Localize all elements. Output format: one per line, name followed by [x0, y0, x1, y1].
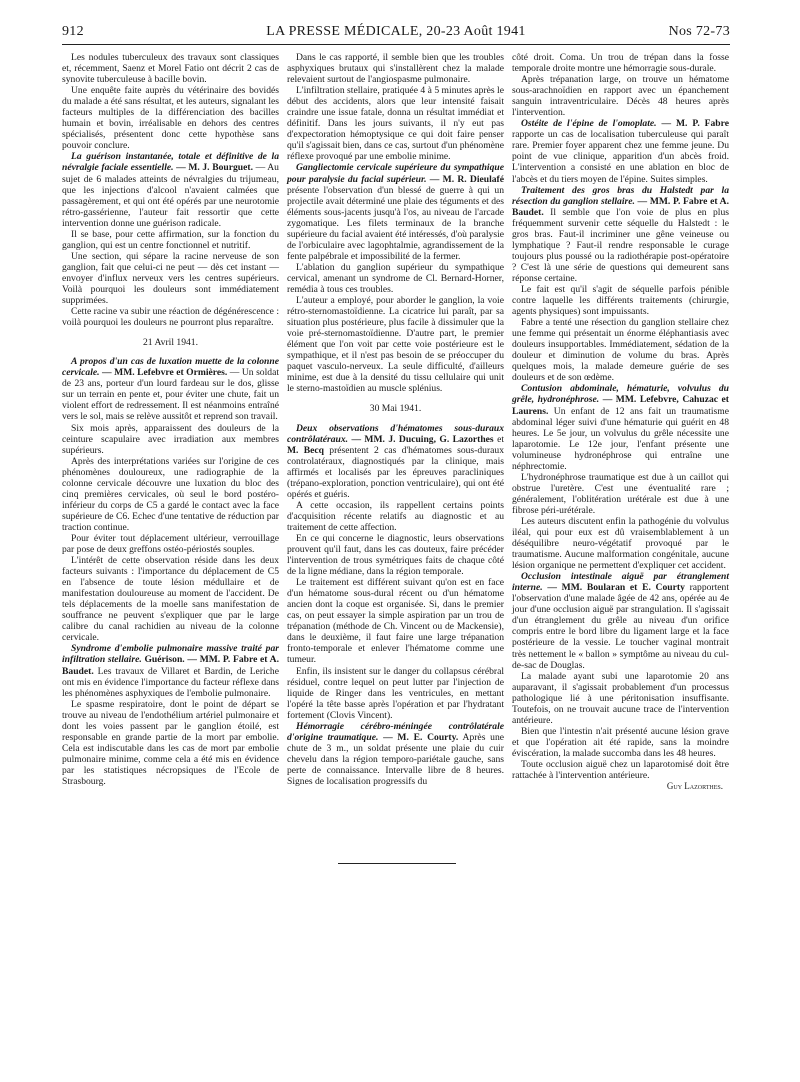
section-text: Un enfant de 12 ans fait un traumatisme abdominal léger suivi d'une hématurie qui guérit en 48 heures. Le 5e jour, un volvulus du grêle nécessite une laparotomie. Le 12e jour, l'enfant présente une volumineuse hydronéphrose qui entraîne une néphrectomie.	[512, 405, 729, 472]
session-date: 21 Avril 1941.	[143, 337, 198, 349]
section-text: Les travaux de Villaret et Bardin, de Leriche ont mis en évidence l'importance du facteur réflexe dans les phénomènes asphyxiques de l'embolie pulmonaire.	[62, 665, 279, 699]
paragraph: Il se base, pour cette affirmation, sur la fonction du ganglion, qui est un centre fonctionnel et nutritif.	[62, 228, 279, 251]
section-entry: Traitement des gros bras du Halstedt par la résection du ganglion stellaire. — MM. P. Fabre et A. Baudet. Il semble que l'on voie de plus en plus fréquemment survenir cette séquelle du Halstedt : le gros bras. Faut-il incriminer une gêne veineuse ou lymphatique ? Faut-il rendre responsable le curage toujours plus poussé ou la radiothérapie post-opératoire ? C'est là une série de questions qui demeurent sans réponse certaine.	[512, 184, 729, 284]
masthead: LA PRESSE MÉDICALE, 20-23 Août 1941	[266, 24, 526, 39]
section-title: Syndrome d'embolie pulmonaire massive traité par infiltration stellaire.	[62, 643, 279, 666]
session-date: 30 Mai 1941.	[369, 403, 422, 415]
section-author: R. Dieulafé	[457, 173, 504, 185]
section-title: Traitement des gros bras du Halstedt par la résection du ganglion stellaire.	[512, 184, 729, 207]
paragraph: côté droit. Coma. Un trou de trépan dans la fosse temporale droite montre une hémorragie sous-durale.	[512, 52, 729, 75]
section-author: Lefebvre et Ormières.	[137, 367, 228, 379]
section-title: Deux observations d'hématomes sous-duraux contrôlatéraux.	[287, 422, 504, 445]
paragraph: Une section, qui sépare la racine nerveuse de son ganglion, fait que celui-ci ne peut — dès cet instant — envoyer d'influx nerveux vers les centres supérieurs. Voilà pourquoi les douleurs sont immédiatement supprimées.	[62, 250, 279, 307]
section-author: M. Becq	[287, 444, 324, 456]
section-text: rapportent l'observation d'une malade âgée de 42 ans, opérée au 4e jour d'une occlusion aiguë par strangulation. Il s'agissait d'un étranglement du grêle au niveau d'un orifice compris entre le bord libre du ligament large et la face postérieure de la vessie. Le toucher vaginal montrait très nettement le « ballon » symptôme au niveau du cul-de-sac de Douglas.	[512, 582, 729, 671]
section-title: Gangliectomie cervicale supérieure du sympathique pour paralysie du facial supérieur.	[287, 162, 504, 185]
section-entry: Contusion abdominale, hématurie, volvulus du grêle, hydronéphrose. — MM. Lefebvre, Cahuzac et Laurens. Un enfant de 12 ans fait un traumatisme abdominal léger suivi d'une hématurie qui guérit en 48 heures. Le 5e jour, un volvulus du grêle nécessite une laparotomie. Le 12e jour, l'enfant présente une volumineuse hydronéphrose qui entraîne une néphrectomie.	[512, 383, 729, 472]
section-author: Boularan et E. Courty	[586, 582, 685, 594]
paragraph: Le fait est qu'il s'agit de séquelle parfois pénible contre laquelle les différents traitements (chirurgie, agents physiques) sont impuissants.	[512, 283, 729, 318]
paragraph: Les auteurs discutent enfin la pathogénie du volvulus iléal, qui pour eux est dû vraisemblablement à un déséquilibre neuro-végétatif provoqué par le traumatisme. Aucune malformation congénitale, aucune lésion organique ne permettent d'expliquer cet accident.	[512, 515, 729, 572]
section-entry: Ostéite de l'épine de l'omoplate. — M. P. Fabre rapporte un cas de localisation tuberculeuse qui paraît rare. Premier foyer apparent chez une femme jeune. Du point de vue clinique, apparition d'un abcès froid. L'intervention a consisté en une ablation en bloc de l'abcès et du tiers moyen de l'épine. Suites simples.	[512, 118, 729, 185]
end-rule	[338, 863, 456, 864]
column-1	[62, 52, 279, 787]
section-author: P. Fabre et A. Baudet.	[512, 195, 729, 218]
issue-number: Nos 72-73	[668, 24, 730, 39]
paragraph: Après trépanation large, on trouve un hématome sous-arachnoïdien en rapport avec un épanchement sanguin intraventriculaire. Décès 48 heures après l'intervention.	[512, 74, 729, 119]
section-author: Guérison. — MM. P. Fabre et A. Baudet.	[62, 654, 279, 677]
paragraph: Après des interprétations variées sur l'origine de ces phénomènes douloureux, une radiographie de la colonne cervicale découvre une luxation du bloc des cinq premières cervicales, où seul le bord postéro-inférieur du corps de C5 a gardé le contact avec la face supérieure de C6. Echec d'une tentative de réduction par traction continue.	[62, 455, 279, 533]
paragraph: Les nodules tuberculeux des travaux sont classiques et, récemment, Saenz et Morel Fatio ont décrit 2 cas de synovite tuberculeuse à bacille bovin.	[62, 52, 279, 86]
section-text: — Un soldat de 23 ans, porteur d'un lourd fardeau sur le dos, glisse sur un terrain en pente et, pour éviter une chute, fait un violent effort de redressement. Il est néanmoins entraîné vers le sol, mais se relève aussitôt et reprend son travail.	[62, 367, 279, 423]
paragraph: Une enquête faite auprès du vétérinaire des bovidés du malade a été sans résultat, et les auteurs, signalant les facteurs multiples de la différenciation des bacilles humain et bovin, irréalisable en dehors des centres spécialisés, présentent donc cette hypothèse sans pouvoir conclure.	[62, 85, 279, 152]
section-text: présentent 2 cas d'hématomes sous-duraux controlatéraux, diagnostiqués par la clinique, mais affirmés et localisés par les épreuves paracliniques (trépano-exploration, ponction ventriculaire), qui ont été opérés et guéris.	[287, 444, 505, 500]
section-text: — Au sujet de 6 malades atteints de névralgies du trijumeau, que les injections d'alcool n'avaient calmées que passagèrement, et qui ont été opérés par une neurotomie rétro-gassérienne, l'auteur fait ressortir que cette intervention donne une guérison radicale.	[62, 162, 279, 229]
section-title: Occlusion intestinale aiguë par étranglement interne.	[512, 571, 729, 594]
section-entry: Hémorragie cérébro-méningée contrôlatérale d'origine traumatique. — M. E. Courty. Après une chute de 3 m., un soldat présente une plaie du cuir chevelu dans la région temporo-pariétale gauche, sans perte de connaissance. Intervalle libre de 8 heures. Signes de localisation progressifs du	[287, 720, 504, 787]
column-2	[287, 52, 504, 787]
section-author: P. Fabre	[692, 118, 729, 130]
paragraph: L'ablation du ganglion supérieur du sympathique cervical, amenant un syndrome de Cl. Bernard-Horner, remédia à tous ces troubles.	[287, 261, 504, 295]
section-author: J. Ducuing, G. Lazorthes	[388, 433, 494, 445]
section-entry: La guérison instantanée, totale et définitive de la névralgie faciale essentielle. — M. J. Bourguet. — Au sujet de 6 malades atteints de névralgies du trijumeau, que les injections d'alcool n'avaient calmées que passagèrement, et qui ont été opérés par une neurotomie rétro-gassérienne, l'auteur fait ressortir que cette intervention donne une guérison radicale.	[62, 151, 279, 229]
paragraph: Six mois après, apparaissent des douleurs de la ceinture scapulaire avec irradiation aux membres supérieurs.	[62, 422, 279, 456]
section-title: Contusion abdominale, hématurie, volvulus du grêle, hydronéphrose.	[512, 383, 729, 406]
signature: Guy Lazorthes.	[666, 781, 723, 792]
section-author: M. J. Bourguet.	[188, 162, 253, 174]
paragraph: L'infiltration stellaire, pratiquée 4 à 5 minutes après le début des accidents, alors que leur intensité faisait craindre une issue fatale, donna un résultat immédiat et définitif. Dans les jours suivants, il n'y eut pas d'expectoration hémoptysique ce qui doit faire penser qu'il s'agissait bien, dans ce cas, surtout d'un phénomène réflexe provoqué par une embolie minime.	[287, 85, 504, 163]
section-entry: Gangliectomie cervicale supérieure du sympathique pour paralysie du facial supérieur. — M. R. Dieulafé présente l'observation d'un blessé de guerre à qui un projectile avait déterminé une plaie des téguments et des éléments sous-jacents jusqu'à l'os, au niveau de l'arcade zygomatique. Les filets terminaux de la branche supérieure du facial avaient été intéressés, d'où paralysie de l'orbiculaire avec lagophtalmie, agrandissement de la fente palpébrale et impossibilité de la fermer.	[287, 162, 504, 262]
paragraph: Fabre a tenté une résection du ganglion stellaire chez une femme qui présentait un énorme éléphantiasis avec douleurs insupportables. Immédiatement, sédation de la douleur et diminution de volume du bras. Après quelques mois, la malade demeure guérie de ses douleurs et de son œdème.	[512, 317, 729, 384]
paragraph: Pour éviter tout déplacement ultérieur, verrouillage par pose de deux greffons ostéo-périostés souples.	[62, 532, 279, 556]
paragraph: Le traitement est différent suivant qu'on est en face d'un hématome sous-dural récent ou d'un hématome ancien dont la coque est organisée. Si, dans le premier cas, on peut essayer la simple aspiration par un trou de trépanation (méthode de Ch. Vincent ou de Mackensie), dans le deuxième, il faut faire une large trépanation fronto-temporale et enlever l'hématome comme une tumeur.	[287, 577, 504, 666]
paragraph: L'intérêt de cette observation réside dans les deux facteurs suivants : l'importance du déplacement de C5 en l'absence de toute lésion médullaire et de manifestation douloureuse au moment de l'accident. De tels déplacements de la moelle sans manifestation de souffrance ne peuvent s'expliquer que par le large calibre du canal rachidien au niveau de la colonne cervicale.	[62, 555, 279, 644]
section-text: Il semble que l'on voie de plus en plus fréquemment survenir cette séquelle du Halstedt : le gros bras. Faut-il incriminer une gêne veineuse ou lymphatique ? Faut-il rendre responsable le curage toujours plus poussé ou la radiothérapie post-opératoire ? C'est là une série de questions qui demeurent sans réponse certaine.	[512, 206, 729, 284]
section-author: Lefebvre, Cahuzac et Laurens.	[512, 394, 729, 417]
section-author: E. Courty.	[413, 731, 459, 743]
paragraph: La malade ayant subi une laparotomie 20 ans auparavant, il s'agissait probablement d'un processus pathologique lié à une péritonisation insuffisante. Toutefois, on ne trouvait aucune trace de l'intervention antérieure.	[512, 670, 729, 726]
paragraph: Le spasme respiratoire, dont le point de départ se trouve au niveau de l'endothélium artériel pulmonaire et dont les voies passent par le ganglion étoilé, est responsable en grande partie de la mort par embolie. Cela est indiscutable dans les cas de mort par embolie pulmonaire minime, comme cela a été mis en évidence par les statistiques nécropsiques de l'Ecole de Strasbourg.	[62, 698, 279, 787]
section-title: Ostéite de l'épine de l'omoplate.	[521, 118, 657, 130]
section-title: A propos d'un cas de luxation muette de la colonne cervicale.	[62, 356, 279, 379]
paragraph: L'auteur a employé, pour aborder le ganglion, la voie rétro-sternomastoïdienne. La cicatrice lui paraît, par sa situation plus postérieure, plus facile à dissimuler que la voie pré-sternomastoïdienne. D'autre part, le premier élément que l'on voit par cette voie postérieure est le sympathique, et il n'est pas besoin de se préoccuper du paquet vasculo-nerveux. La seule difficulté, d'ailleurs minime, est due à la densité du tissu cellulaire qui unit le sterno-mastoïdien au muscle splénius.	[287, 295, 504, 395]
section-entry: Deux observations d'hématomes sous-duraux contrôlatéraux. — MM. J. Ducuing, G. Lazorthes et M. Becq présentent 2 cas d'hématomes sous-duraux controlatéraux, diagnostiqués par la clinique, mais affirmés et localisés par les épreuves paracliniques (trépano-exploration, ponction ventriculaire), qui ont été opérés et guéris.	[287, 422, 505, 500]
paragraph: En ce qui concerne le diagnostic, leurs observations prouvent qu'il faut, dans les cas douteux, faire précéder l'intervention de trous symétriques faits de chaque côté de la ligne médiane, dans la région temporale.	[287, 532, 504, 578]
paragraph: Toute occlusion aiguë chez un laparotomisé doit être rattachée à l'intervention antérieure.	[512, 759, 729, 782]
section-entry	[62, 643, 279, 698]
section-text: Après une chute de 3 m., un soldat présente une plaie du cuir chevelu dans la région temporo-pariétale gauche, sans perte de connaissance. Intervalle libre de 8 heures. Signes de localisation progressifs du	[287, 731, 504, 787]
paragraph: Cette racine va subir une réaction de dégénérescence : voilà pourquoi les douleurs ne pourront plus reparaître.	[62, 306, 279, 329]
paragraph: Bien que l'intestin n'ait présenté aucune lésion grave et que l'opération ait été rapide, sans la moindre éviscération, la malade succomba dans les 48 heures.	[512, 725, 729, 759]
page-number: 912	[62, 24, 84, 39]
section-title: Hémorragie cérébro-méningée contrôlatérale d'origine traumatique.	[287, 720, 504, 743]
section-text: rapporte un cas de localisation tuberculeuse qui paraît rare. Premier foyer apparent chez une femme jeune. Du point de vue clinique, apparition d'un abcès froid. L'intervention a consisté en une ablation en bloc de l'abcès et du tiers moyen de l'épine. Suites simples.	[512, 129, 729, 185]
paragraph: L'hydronéphrose traumatique est due à un caillot qui obstrue l'uretère. C'est une éventualité rare ; généralement, l'oblitération urétérale est due à une fibrose péri-urétérale.	[512, 471, 729, 516]
section-title: La guérison instantanée, totale et définitive de la névralgie faciale essentielle.	[62, 151, 279, 174]
paragraph: Dans le cas rapporté, il semble bien que les troubles asphyxiques brutaux qui s'installèrent chez la malade relevaient surtout de l'angiospasme pulmonaire.	[287, 52, 504, 86]
column-3	[512, 52, 729, 792]
section-entry: Occlusion intestinale aiguë par étranglement interne. — MM. Boularan et E. Courty rapportent l'observation d'une malade âgée de 42 ans, opérée au 4e jour d'une occlusion aiguë par strangulation. Il s'agissait d'un étranglement du grêle au niveau d'un orifice compris entre le bord libre du ligament large et la face postérieure de la vessie. Le toucher vaginal montrait très nettement le « ballon » symptôme au niveau du cul-de-sac de Douglas.	[512, 571, 729, 671]
paragraph: Enfin, ils insistent sur le danger du collapsus cérébral résiduel, contre lequel on peut lutter par l'injection de liquide de Ringer dans les ventricules, en mettant l'opéré la tête basse après l'opération et par l'hydratant fortement (Clovis Vincent).	[287, 665, 504, 721]
running-header	[62, 22, 730, 45]
section-entry: A propos d'un cas de luxation muette de la colonne cervicale. — MM. Lefebvre et Ormières. — Un soldat de 23 ans, porteur d'un lourd fardeau sur le dos, glisse sur un terrain en pente et, pour éviter une chute, fait un violent effort de redressement. Il est néanmoins entraîné vers le sol, mais se relève aussitôt et reprend son travail.	[62, 356, 279, 423]
section-text: présente l'observation d'un blessé de guerre à qui un projectile avait déterminé une plaie des téguments et des éléments sous-jacents jusqu'à l'os, au niveau de l'arcade zygomatique. Les filets terminaux de la branche supérieure du facial avaient été intéressés, d'où paralysie de l'orbiculaire avec lagophtalmie, agrandissement de la fente palpébrale et impossibilité de la fermer.	[287, 184, 504, 262]
paragraph: A cette occasion, ils rappellent certains points d'acquisition récente relatifs au diagnostic et au traitement de cette affection.	[287, 499, 504, 533]
